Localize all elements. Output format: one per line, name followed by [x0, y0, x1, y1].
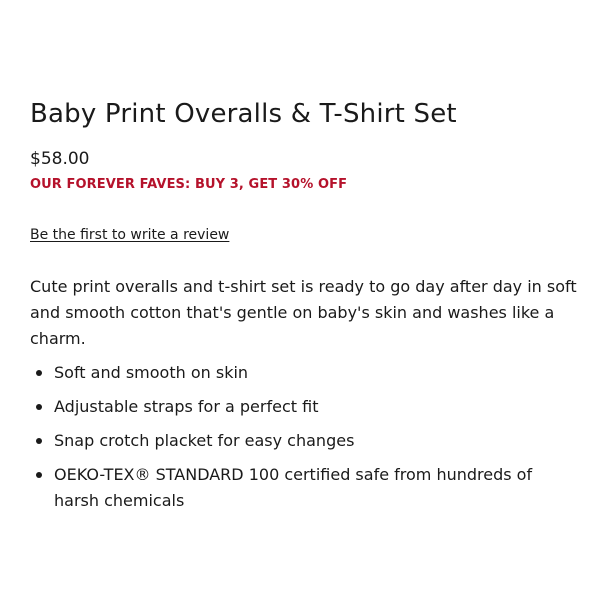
bullet-icon [36, 370, 42, 376]
feature-text: Soft and smooth on skin [54, 363, 249, 382]
promo-banner: OUR FOREVER FAVES: BUY 3, GET 30% OFF [30, 177, 348, 192]
feature-item [30, 394, 582, 420]
write-review-link[interactable]: Be the first to write a review [30, 227, 230, 243]
bullet-icon [36, 404, 42, 410]
product-price: $58.00 [30, 149, 90, 169]
feature-list [30, 360, 582, 514]
product-info [30, 96, 582, 522]
feature-text: Snap crotch placket for easy changes [54, 431, 355, 450]
bullet-icon [36, 438, 42, 444]
bullet-icon [36, 472, 42, 478]
feature-item [30, 428, 582, 454]
product-title: Baby Print Overalls & T-Shirt Set [30, 99, 457, 129]
feature-text: Adjustable straps for a perfect fit [54, 397, 319, 416]
feature-item [30, 462, 582, 514]
feature-text: OEKO-TEX® STANDARD 100 certified safe from hundreds of harsh chemicals [54, 465, 533, 510]
product-description: Cute print overalls and t-shirt set is ready to go day after day in soft and smooth cotton that's gentle on baby's skin and washes like a charm. [30, 277, 577, 348]
feature-item [30, 360, 582, 386]
